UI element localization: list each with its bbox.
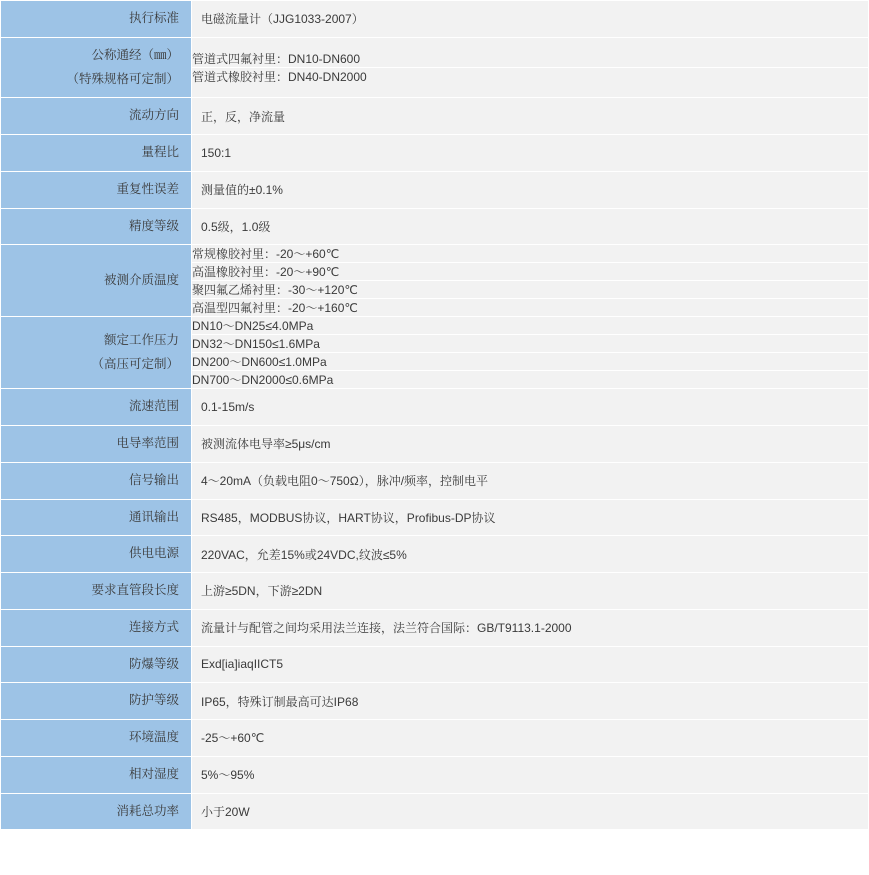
table-row bbox=[1, 573, 869, 610]
row-value-cell bbox=[192, 37, 869, 98]
row-value-subrow bbox=[192, 335, 868, 353]
row-value-text: DN200～DN600≤1.0MPa bbox=[192, 353, 868, 371]
table-row bbox=[1, 536, 869, 573]
row-value-text: 0.5级，1.0级 bbox=[201, 219, 271, 234]
row-label bbox=[1, 98, 192, 135]
row-label-text: 防护等级 bbox=[128, 693, 179, 708]
row-label bbox=[1, 646, 192, 683]
row-value-text: 小于20W bbox=[201, 804, 250, 819]
row-label bbox=[1, 720, 192, 757]
row-value-cell bbox=[192, 245, 869, 317]
row-label-text: 精度等级 bbox=[128, 218, 179, 233]
row-value-subrow bbox=[192, 50, 868, 68]
row-value-cell bbox=[192, 98, 869, 135]
row-value-text: DN10～DN25≤4.0MPa bbox=[192, 317, 868, 335]
row-value-text: 高温型四氟衬里：-20～+160℃ bbox=[192, 299, 868, 317]
row-label-text: 公称通经（㎜） bbox=[91, 47, 179, 62]
row-value-cell bbox=[192, 135, 869, 172]
table-row bbox=[1, 720, 869, 757]
row-value-sublist bbox=[192, 50, 868, 85]
row-label bbox=[1, 317, 192, 389]
row-value-text: 电磁流量计（JJG1033-2007） bbox=[201, 12, 364, 27]
row-label-text: 流速范围 bbox=[128, 399, 179, 414]
row-label-text: 防爆等级 bbox=[128, 656, 179, 671]
row-label-text: 要求直管段长度 bbox=[91, 583, 179, 597]
row-label bbox=[1, 37, 192, 98]
table-row bbox=[1, 426, 869, 463]
row-value-text: 正，反，净流量 bbox=[201, 109, 286, 124]
row-label bbox=[1, 683, 192, 720]
specification-table-body bbox=[1, 1, 869, 830]
row-value-text: 5%～95% bbox=[201, 768, 255, 783]
row-value-text: 常规橡胶衬里：-20～+60℃ bbox=[192, 245, 868, 263]
row-label-text: 供电电源 bbox=[128, 546, 179, 561]
row-value-text: 被测流体电导率≥5μs/cm bbox=[201, 437, 331, 452]
row-label-text: 连接方式 bbox=[128, 619, 179, 634]
row-value-cell bbox=[192, 426, 869, 463]
table-row bbox=[1, 793, 869, 830]
row-value-cell bbox=[192, 573, 869, 610]
row-value-text: 管道式橡胶衬里：DN40-DN2000 bbox=[192, 68, 868, 86]
row-value-subrow bbox=[192, 263, 868, 281]
row-label bbox=[1, 389, 192, 426]
row-value-cell bbox=[192, 208, 869, 245]
row-value-sublist bbox=[192, 245, 868, 316]
row-label-text: 执行标准 bbox=[128, 11, 179, 25]
table-row bbox=[1, 499, 869, 536]
table-row bbox=[1, 683, 869, 720]
row-label-text: 流动方向 bbox=[128, 108, 179, 123]
row-value-cell bbox=[192, 609, 869, 646]
row-label-subtext: （特殊规格可定制） bbox=[66, 71, 179, 86]
table-row bbox=[1, 462, 869, 499]
row-label-text: 信号输出 bbox=[128, 472, 179, 487]
row-value-text: IP65，特殊订制最高可达IP68 bbox=[201, 694, 359, 709]
table-row bbox=[1, 646, 869, 683]
row-label-text: 重复性误差 bbox=[116, 181, 179, 196]
row-value-subrow bbox=[192, 281, 868, 299]
row-value-cell bbox=[192, 317, 869, 389]
table-row bbox=[1, 609, 869, 646]
row-value-cell bbox=[192, 756, 869, 793]
row-value-subrow bbox=[192, 317, 868, 335]
row-label bbox=[1, 573, 192, 610]
row-value-cell bbox=[192, 462, 869, 499]
row-value-cell bbox=[192, 720, 869, 757]
row-value-text: 上游≥5DN，下游≥2DN bbox=[201, 584, 323, 599]
row-value-text: DN700～DN2000≤0.6MPa bbox=[192, 371, 868, 389]
row-label bbox=[1, 462, 192, 499]
row-label-text: 额定工作压力 bbox=[103, 333, 179, 347]
row-label bbox=[1, 499, 192, 536]
row-value-cell bbox=[192, 536, 869, 573]
row-value-cell bbox=[192, 646, 869, 683]
row-value-sublist bbox=[192, 317, 868, 388]
row-value-text: -25～+60℃ bbox=[201, 731, 265, 746]
row-value-text: 0.1-15m/s bbox=[201, 400, 255, 415]
row-label-text: 相对湿度 bbox=[128, 766, 179, 781]
row-label bbox=[1, 609, 192, 646]
row-value-text: 管道式四氟衬里：DN10-DN600 bbox=[192, 50, 868, 68]
row-value-cell bbox=[192, 389, 869, 426]
row-value-cell bbox=[192, 683, 869, 720]
row-value-cell bbox=[192, 793, 869, 830]
table-row bbox=[1, 389, 869, 426]
row-label-text: 被测介质温度 bbox=[103, 272, 179, 287]
table-row bbox=[1, 208, 869, 245]
row-value-text: 220VAC，允差15%或24VDC,纹波≤5% bbox=[201, 547, 407, 562]
row-label-text: 量程比 bbox=[141, 145, 179, 159]
table-row bbox=[1, 245, 869, 317]
row-value-text: 流量计与配管之间均采用法兰连接，法兰符合国际：GB/T9113.1-2000 bbox=[201, 621, 572, 636]
row-value-text: RS485，MODBUS协议，HART协议，Profibus-DP协议 bbox=[201, 510, 496, 525]
table-row bbox=[1, 37, 869, 98]
row-value-subrow bbox=[192, 371, 868, 389]
row-label bbox=[1, 208, 192, 245]
row-value-subrow bbox=[192, 245, 868, 263]
row-label bbox=[1, 245, 192, 317]
row-value-text: 4～20mA（负载电阻0～750Ω），脉冲/频率，控制电平 bbox=[201, 474, 489, 489]
row-value-text: 聚四氟乙烯衬里：-30～+120℃ bbox=[192, 281, 868, 299]
row-value-text: DN32～DN150≤1.6MPa bbox=[192, 335, 868, 353]
table-row bbox=[1, 317, 869, 389]
row-label-text: 通讯输出 bbox=[128, 509, 179, 524]
row-label bbox=[1, 135, 192, 172]
row-value-text: 测量值的±0.1% bbox=[201, 183, 283, 198]
row-label bbox=[1, 426, 192, 463]
row-value-cell bbox=[192, 1, 869, 38]
row-label bbox=[1, 793, 192, 830]
table-row bbox=[1, 135, 869, 172]
row-label bbox=[1, 1, 192, 38]
table-row bbox=[1, 171, 869, 208]
row-label-subtext: （高压可定制） bbox=[91, 356, 179, 371]
row-label bbox=[1, 171, 192, 208]
table-row bbox=[1, 1, 869, 38]
row-label-text: 电导率范围 bbox=[116, 436, 179, 450]
row-value-cell bbox=[192, 171, 869, 208]
row-value-cell bbox=[192, 499, 869, 536]
row-label bbox=[1, 756, 192, 793]
row-value-text: Exd[ia]iaqIICT5 bbox=[201, 657, 284, 672]
row-value-text: 150:1 bbox=[201, 145, 232, 160]
row-value-subrow bbox=[192, 353, 868, 371]
row-value-subrow bbox=[192, 68, 868, 86]
table-row bbox=[1, 98, 869, 135]
row-value-text: 高温橡胶衬里：-20～+90℃ bbox=[192, 263, 868, 281]
row-label bbox=[1, 536, 192, 573]
table-row bbox=[1, 756, 869, 793]
row-label-text: 消耗总功率 bbox=[116, 803, 179, 818]
row-value-subrow bbox=[192, 299, 868, 317]
row-label-text: 环境温度 bbox=[128, 730, 179, 744]
